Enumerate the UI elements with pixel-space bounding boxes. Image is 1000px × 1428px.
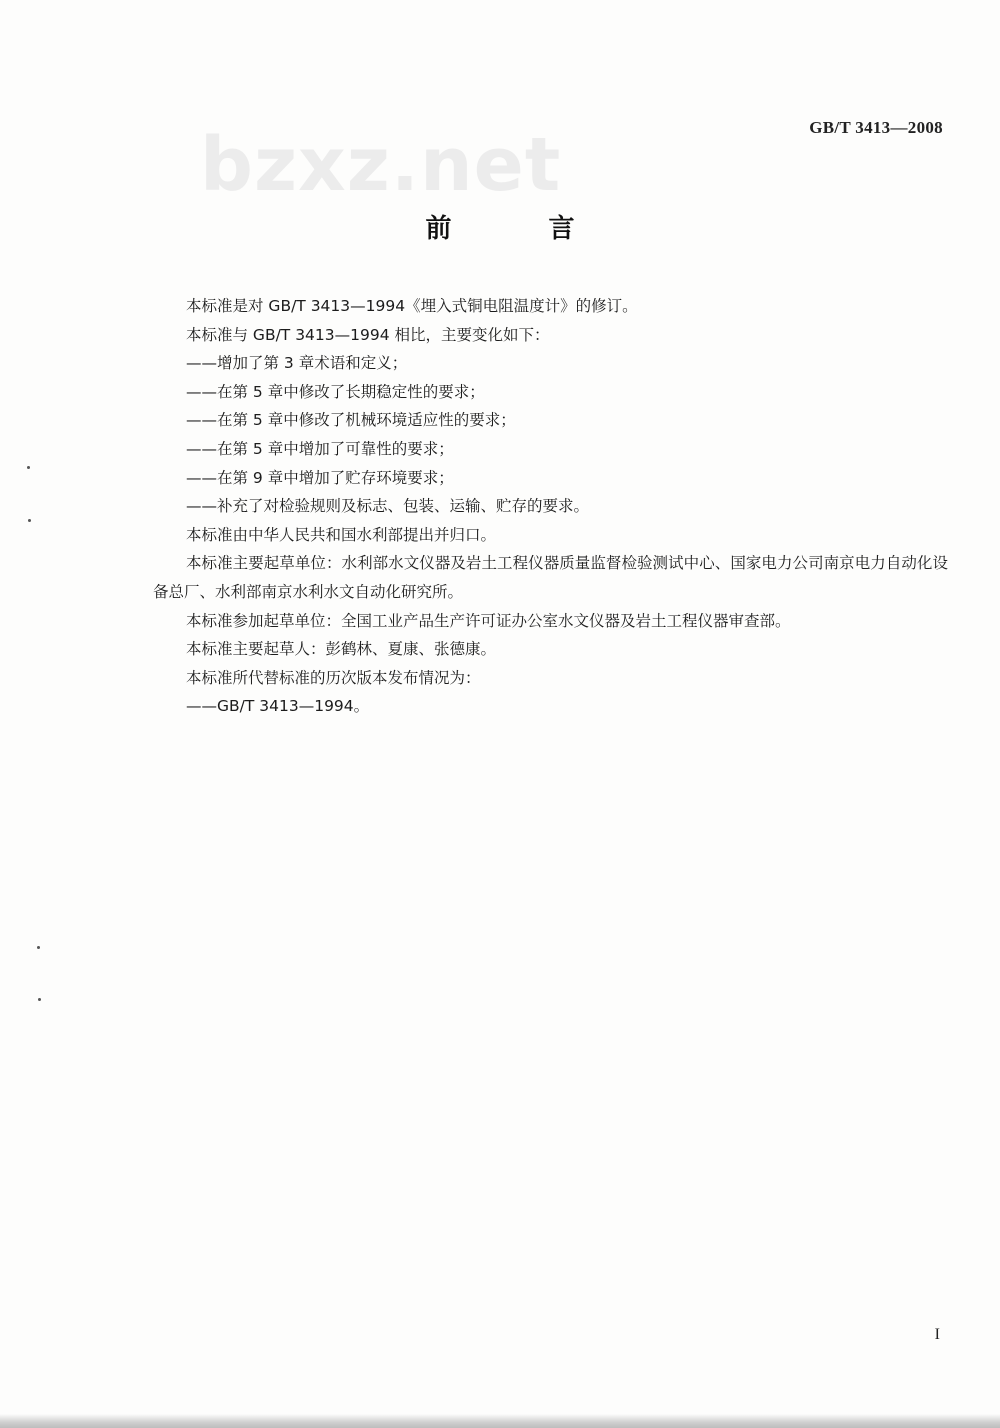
change-item: ——在第 5 章中修改了长期稳定性的要求；: [186, 382, 485, 401]
paragraph-changes-intro: 本标准与 GB/T 3413—1994 相比，主要变化如下：: [186, 325, 550, 344]
paragraph-proposer: 本标准由中华人民共和国水利部提出并归口。: [186, 525, 497, 544]
page-number: I: [934, 1326, 940, 1343]
watermark: bzxz.net: [200, 122, 562, 208]
change-item: ——在第 5 章中修改了机械环境适应性的要求；: [186, 411, 516, 430]
change-item: ——增加了第 3 章术语和定义；: [186, 354, 408, 373]
paragraph-participating-units: 本标准参加起草单位：全国工业产品生产许可证办公室水文仪器及岩土工程仪器审查部。: [186, 611, 791, 630]
change-item: ——在第 5 章中增加了可靠性的要求；: [186, 439, 454, 458]
scan-speck: [37, 946, 40, 949]
paragraph-history-intro: 本标准所代替标准的历次版本发布情况为：: [186, 668, 481, 687]
scan-speck: [38, 998, 41, 1001]
change-item: ——补充了对检验规则及标志、包装、运输、贮存的要求。: [186, 497, 590, 516]
scan-speck: [27, 466, 30, 469]
foreword-body: [153, 292, 948, 721]
change-item: ——在第 9 章中增加了贮存环境要求；: [186, 468, 454, 487]
scan-bottom-edge: [0, 1414, 1000, 1428]
page-title: 前 言: [425, 214, 619, 244]
history-item: ——GB/T 3413—1994。: [186, 697, 370, 716]
paragraph-drafters: 本标准主要起草人：彭鹤林、夏康、张德康。: [186, 640, 497, 659]
paragraph-revision: 本标准是对 GB/T 3413—1994《埋入式铜电阻温度计》的修订。: [186, 297, 638, 315]
standard-number: GB/T 3413—2008: [809, 118, 943, 137]
paragraph-drafting-units: 本标准主要起草单位：水利部水文仪器及岩土工程仪器质量监督检验测试中心、国家电力公司南京电力自动化设备总厂、水利部南京水利水文自动化研究所。: [153, 554, 948, 601]
scan-speck: [28, 519, 31, 522]
